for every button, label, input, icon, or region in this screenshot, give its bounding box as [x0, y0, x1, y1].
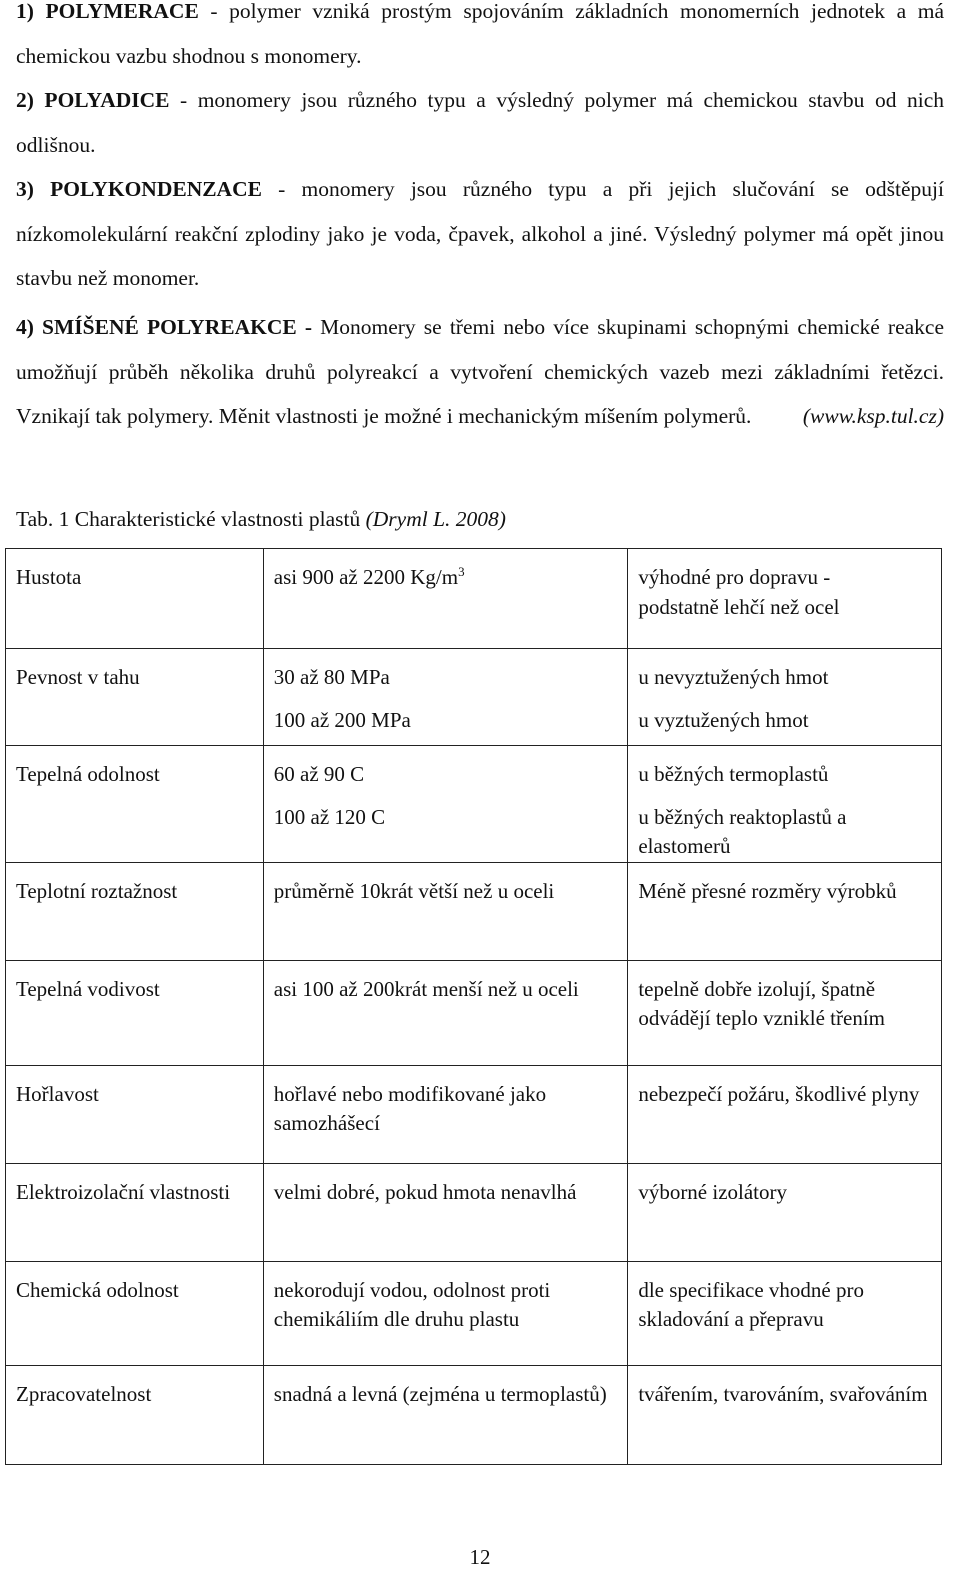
- property-cell: [6, 649, 264, 746]
- table-row: [6, 1365, 942, 1464]
- table-row: [6, 549, 942, 649]
- note-cell: [628, 1261, 942, 1365]
- paragraph-polykondenzace: [16, 167, 944, 301]
- note-cell: [628, 960, 942, 1065]
- value-cell: [263, 960, 628, 1065]
- paragraph-label: 4) SMÍŠENÉ POLYREAKCE -: [16, 315, 312, 339]
- paragraph-label: 3) POLYKONDENZACE: [16, 177, 262, 201]
- paragraph-polyadice: [16, 78, 944, 167]
- cell-text: Teplotní roztažnost: [16, 878, 178, 903]
- cell-text: 100 až 120 C: [273, 804, 386, 829]
- cell-text: [274, 563, 618, 593]
- note-cell: [628, 1163, 942, 1261]
- cell-text: asi 100 až 200krát menší než u oceli: [273, 976, 579, 1001]
- paragraph-polymerace: [16, 0, 944, 78]
- property-cell: [6, 1163, 264, 1261]
- value-cell: [263, 1065, 628, 1163]
- cell-text: dle specifikace vhodné pro skladování a přepravu: [638, 1277, 864, 1331]
- cell-text: snadná a levná (zejména u termoplastů): [273, 1381, 607, 1406]
- cell-text: u běžných reaktoplastů a elastomerů: [638, 804, 847, 858]
- value-cell: [263, 1261, 628, 1365]
- note-cell: [628, 746, 942, 863]
- table-row: [6, 960, 942, 1065]
- property-cell: [6, 862, 264, 960]
- value-cell: [263, 862, 628, 960]
- cell-text: Pevnost v tahu: [16, 665, 140, 689]
- property-cell: [6, 960, 264, 1065]
- cell-text: Tepelná odolnost: [16, 762, 160, 786]
- table-row: [6, 1163, 942, 1261]
- paragraph-label: 2) POLYADICE: [16, 88, 170, 112]
- note-cell: [628, 649, 942, 746]
- cell-text: výborné izolátory: [638, 1179, 788, 1204]
- paragraph-smisene-polyreakce: [16, 305, 944, 439]
- table-row: [6, 746, 942, 863]
- cell-text: Elektroizolační vlastnosti: [16, 1179, 231, 1204]
- cell-text: Chemická odolnost: [16, 1277, 179, 1302]
- cell-text: tepelně dobře izolují, špatně odvádějí teplo vzniklé třením: [638, 976, 885, 1030]
- cell-text: nekorodují vodou, odolnost proti chemikáliím dle druhu plastu: [273, 1277, 551, 1331]
- properties-table: [5, 548, 942, 1465]
- property-cell: [6, 1261, 264, 1365]
- paragraph-text: - monomery jsou různého typu a při jejich slučování se odštěpují nízkomolekulární reakční zplodiny jako je voda, čpavek, alkohol a jiné. Výsledný polymer má opět jinou stavbu než monomer.: [16, 177, 944, 290]
- cell-text: Tepelná vodivost: [16, 976, 160, 1001]
- cell-text: hořlavé nebo modifikované jako samozhášecí: [273, 1081, 547, 1135]
- cell-text: Zpracovatelnost: [16, 1381, 152, 1406]
- cell-text: u nevyztužených hmot: [638, 665, 829, 689]
- table-row: [6, 1261, 942, 1365]
- paragraph-text: - polymer vzniká prostým spojováním základních monomerních jednotek a má chemickou vazbu shodnou s monomery.: [16, 0, 945, 68]
- caption-source: (Dryml L. 2008): [365, 507, 506, 531]
- cell-text: Méně přesné rozměry výrobků: [638, 878, 897, 903]
- cell-text: 30 až 80 MPa: [273, 665, 390, 689]
- cell-text: Hustota: [16, 565, 82, 589]
- value-cell: [263, 549, 628, 649]
- page-number: 12: [469, 1545, 491, 1569]
- property-cell: [6, 549, 264, 649]
- caption-text: Tab. 1 Charakteristické vlastnosti plastů: [16, 507, 366, 531]
- paragraph-label: 1) POLYMERACE: [16, 0, 199, 23]
- note-cell: [628, 862, 942, 960]
- table-caption: [16, 501, 506, 537]
- value-cell: [263, 1163, 628, 1261]
- cell-text: Hořlavost: [16, 1081, 99, 1106]
- value-cell: [263, 1365, 628, 1464]
- cell-text: velmi dobré, pokud hmota nenavlhá: [273, 1179, 577, 1204]
- property-cell: [6, 1365, 264, 1464]
- superscript: 3: [458, 564, 465, 579]
- value-cell: [263, 746, 628, 863]
- note-cell: [628, 549, 942, 649]
- paragraph-text: Monomery se třemi nebo více skupinami schopnými chemické reakce umožňují průběh několika druhů polyreakcí a vytvoření chemických vazeb mezi základními řetězci. Vznikají tak polymery. Měnit vlastnosti je možné i mechanickým míšením polymerů.: [16, 315, 944, 428]
- cell-text: 60 až 90 C: [273, 762, 365, 786]
- source-citation: (www.ksp.tul.cz): [802, 404, 944, 428]
- note-cell: [628, 1065, 942, 1163]
- cell-text: 100 až 200 MPa: [273, 707, 411, 732]
- cell-text: podstatně lehčí než ocel: [638, 594, 840, 619]
- cell-text: průměrně 10krát větší než u oceli: [273, 878, 555, 903]
- cell-text: u vyztužených hmot: [638, 707, 809, 732]
- table-row: [6, 649, 942, 746]
- cell-text: nebezpečí požáru, škodlivé plyny: [638, 1081, 920, 1106]
- value-text: asi 900 až 2200 Kg/m: [273, 565, 459, 589]
- cell-text: výhodné pro dopravu -: [638, 565, 831, 589]
- value-cell: [263, 649, 628, 746]
- table-row: [6, 1065, 942, 1163]
- table-row: [6, 862, 942, 960]
- property-cell: [6, 746, 264, 863]
- cell-text: tvářením, tvarováním, svařováním: [638, 1381, 928, 1406]
- cell-text: u běžných termoplastů: [638, 762, 829, 786]
- property-cell: [6, 1065, 264, 1163]
- note-cell: [628, 1365, 942, 1464]
- paragraph-text: - monomery jsou různého typu a výsledný polymer má chemickou stavbu od nich odlišnou.: [16, 88, 944, 157]
